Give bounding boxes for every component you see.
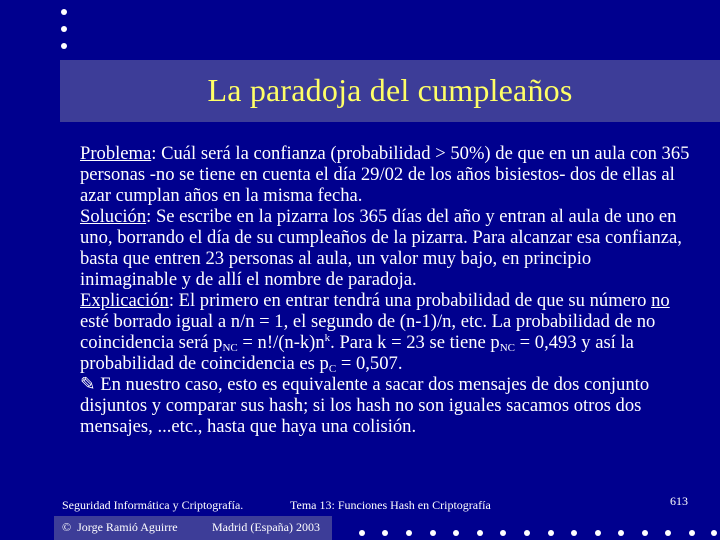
decor-dot [406,530,412,536]
decor-dot [595,530,601,536]
decor-dot [359,530,365,536]
explanation-paragraph [80,290,692,374]
slide-title: La paradoja del cumpleaños [207,72,573,108]
decor-dot [382,530,388,536]
decor-dot [548,530,554,536]
decor-dot [500,530,506,536]
subscript-nc: NC [499,342,515,354]
solution-text: : Se escribe en la pizarra los 365 días del año y entran al aula de uno en uno, borrando el día de su cumpleaños de la pizarra. Para alcanzar esa confianza, basta que entren 23 personas al aula, un valor muy bajo, en principio inimaginable y de allí el nombre de paradoja. [80,206,682,290]
problem-label: Problema [80,143,152,164]
problem-paragraph [80,143,692,206]
explanation-text: = n!/(n-k)n [237,332,325,353]
slide-body [80,143,692,437]
decor-dot [524,530,530,536]
decor-dot [618,530,624,536]
subscript-nc: NC [222,342,238,354]
solution-paragraph [80,206,692,290]
explanation-text: esté borrado igual a n/n = 1, el segundo de (n-1)/n, etc. La probabilidad de no coincidencia será p [80,311,656,353]
decor-dot [61,43,67,49]
decor-dot [689,530,695,536]
author-name: Jorge Ramió Aguirre [77,520,178,534]
decor-dot [665,530,671,536]
subscript-c: C [328,363,337,375]
explanation-no: no [651,290,670,311]
explanation-label: Explicación [80,290,169,311]
decor-dot [711,530,717,536]
decor-dot [642,530,648,536]
footer-place: Madrid (España) 2003 [212,520,320,534]
footer-bar [54,516,332,540]
page-number: 613 [670,494,688,508]
explanation-text: . Para k = 23 se tiene p [330,332,500,353]
decor-dot [61,26,67,32]
pencil-icon: ✎ [80,374,96,395]
decor-dot [453,530,459,536]
decor-dot [571,530,577,536]
decor-dot [61,9,67,15]
problem-text: : Cuál será la confianza (probabilidad > 50%) de que en un aula con 365 personas -no se tiene en cuenta el día 29/02 de los años bisiestos- dos de ellas al azar cumplan años en la misma fecha. [80,143,690,206]
explanation-text: = 0,493 y así la probabilidad de coincidencia es p [80,332,634,374]
footer-course: Seguridad Informática y Criptografía. [62,498,244,512]
superscript-k: k [324,332,331,344]
decor-dot [477,530,483,536]
copyright-icon: © [62,520,72,534]
conclusion-text: En nuestro caso, esto es equivalente a sacar dos mensajes de dos conjunto disjuntos y comparar sus hash; si los hash no son iguales sacamos otros dos mensajes, ...etc., hasta que haya una colisión. [80,374,650,437]
solution-label: Solución [80,206,147,227]
decor-dot [430,530,436,536]
title-band [60,60,720,122]
footer-topic: Tema 13: Funciones Hash en Criptografía [290,498,491,512]
conclusion-paragraph [80,374,692,437]
footer-author [62,520,178,535]
explanation-text: = 0,507. [336,353,403,374]
explanation-text: : El primero en entrar tendrá una probabilidad de que su número [168,290,652,311]
